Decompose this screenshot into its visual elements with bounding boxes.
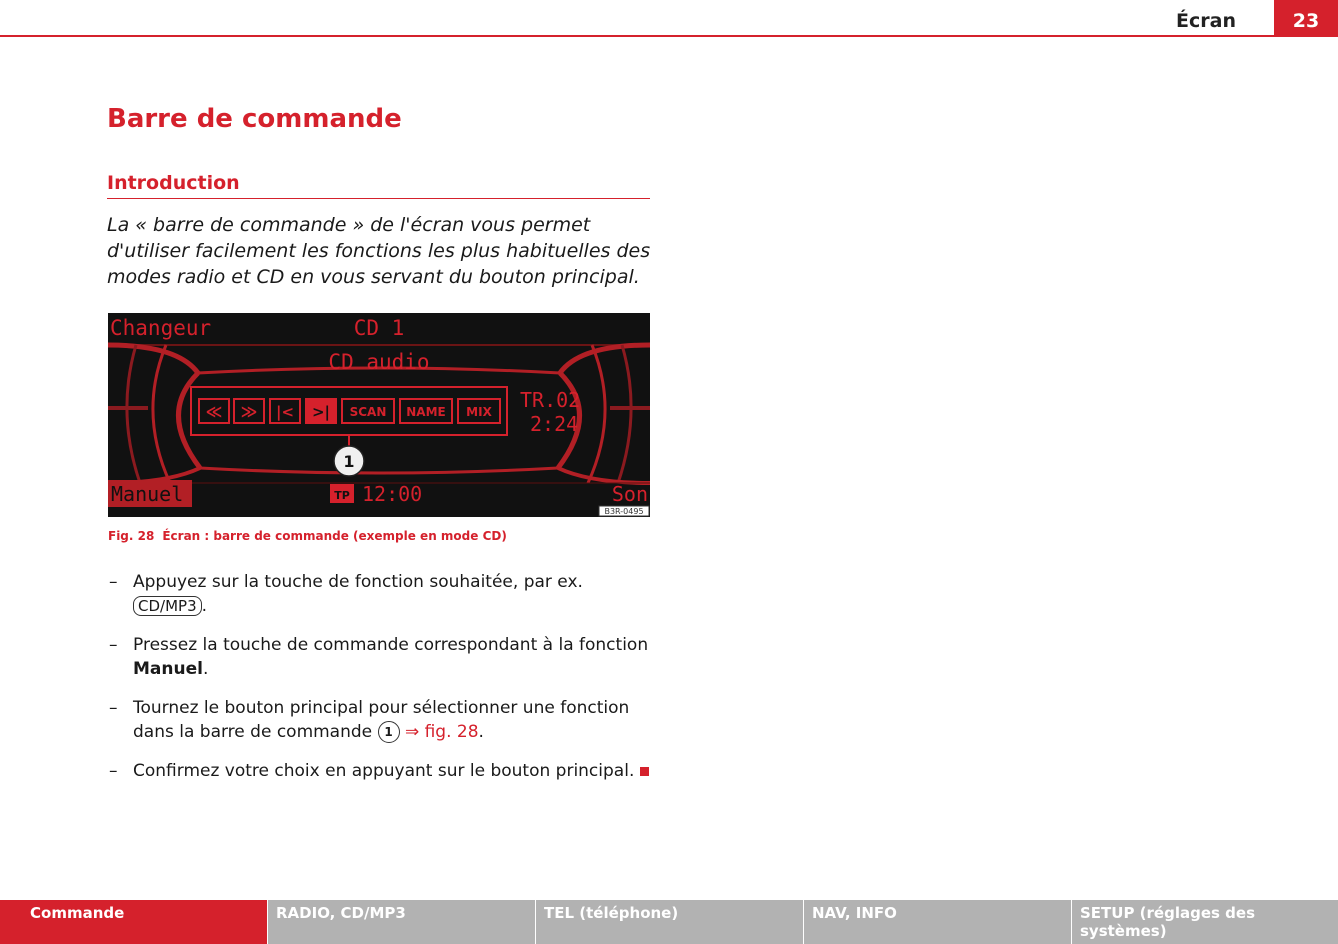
bar-button-next: >| [311, 403, 331, 421]
caption-label: Fig. 28 [108, 529, 155, 543]
step-dash: – [109, 572, 118, 592]
screen-clock: 12:00 [362, 482, 423, 506]
screen-top-left: Changeur [110, 316, 212, 340]
step-item [107, 570, 652, 618]
screen-bottom-left: Manuel [111, 482, 184, 506]
step-list [107, 570, 652, 798]
footer-nav [0, 900, 1338, 944]
callout-reference: 1 [378, 721, 400, 743]
step-item [107, 759, 652, 783]
bar-button-previous: |< [275, 403, 295, 421]
header-rule [0, 35, 1338, 37]
bar-button-name: NAME [406, 405, 446, 419]
screen-source: CD audio [328, 350, 430, 374]
step-item [107, 633, 652, 681]
screen-top-center: CD 1 [353, 316, 405, 340]
page-title: Barre de commande [107, 104, 402, 134]
callout-number: 1 [343, 452, 355, 471]
bar-button-scan: SCAN [349, 405, 387, 419]
intro-paragraph: La « barre de commande » de l'écran vous permet d'utiliser facilement les fonctions les plus habituelles des modes radio et CD en vous servant du bouton principal. [107, 214, 651, 288]
step-2-text: Pressez la touche de commande correspondant à la fonction [133, 635, 649, 655]
cd-mp3-key: CD/MP3 [133, 596, 202, 616]
step-3-end: . [478, 722, 484, 742]
step-4-text: Confirmez votre choix en appuyant sur le bouton principal. [133, 761, 635, 781]
step-1-text: Appuyez sur la touche de fonction souhaitée, par ex. [133, 572, 583, 592]
step-2-end: . [202, 659, 209, 679]
bar-button-fast-forward: ≫ [240, 402, 258, 421]
screen-tp-badge: TP [334, 489, 350, 502]
step-dash: – [109, 761, 118, 781]
page-number: 23 [1274, 0, 1338, 36]
bar-button-fast-rewind: ≪ [205, 402, 223, 421]
caption-text: Écran : barre de commande (exemple en mode CD) [162, 529, 507, 543]
step-3-text: Tournez le bouton principal pour sélectionner une fonction dans la barre de commande [133, 698, 630, 742]
tab-commande[interactable]: Commande [0, 900, 267, 944]
screen-track: TR.02 [520, 388, 581, 412]
tab-nav-info[interactable]: NAV, INFO [804, 900, 1071, 944]
figure-screen [108, 313, 650, 517]
bar-button-mix: MIX [466, 405, 492, 419]
subtitle-rule [107, 198, 650, 199]
step-dash: – [109, 635, 118, 655]
screen-elapsed-time: 2:24 [530, 412, 579, 436]
screen-bottom-right: Son [611, 482, 648, 506]
step-2-bold: Manuel [133, 659, 203, 679]
end-square-icon [640, 767, 649, 776]
step-1-end: . [201, 596, 208, 616]
section-subtitle: Introduction [107, 172, 240, 194]
figure-reference-link[interactable]: ⇒ fig. 28 [404, 722, 479, 742]
step-dash: – [109, 698, 118, 718]
tab-setup[interactable]: SETUP (réglages des systèmes) [1072, 900, 1338, 944]
figure-caption [108, 529, 507, 543]
screen-illustration [108, 313, 650, 517]
tab-tel[interactable]: TEL (téléphone) [536, 900, 803, 944]
tab-radio-cd[interactable]: RADIO, CD/MP3 [268, 900, 535, 944]
step-item [107, 696, 652, 744]
section-title: Écran [1176, 10, 1236, 32]
figure-code: B3R-0495 [604, 507, 644, 516]
